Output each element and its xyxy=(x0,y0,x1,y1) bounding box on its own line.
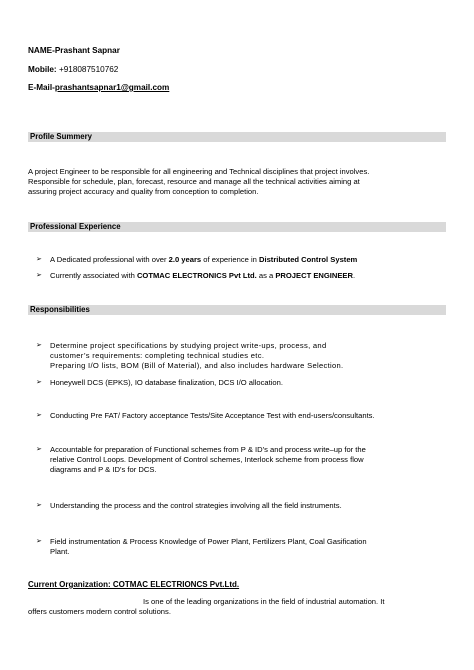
mobile-label: Mobile: xyxy=(28,65,57,74)
resp-line: relative Control Loops. Development of Control schemes, Interlock scheme from process flow xyxy=(50,455,364,464)
arrow-bullet-icon: ➢ xyxy=(36,446,42,453)
exp-text: as a xyxy=(256,271,276,280)
resp-line: Plant. xyxy=(50,547,70,556)
mobile-value: +918087510762 xyxy=(58,65,119,74)
arrow-bullet-icon: ➢ xyxy=(36,379,42,386)
arrow-bullet-icon: ➢ xyxy=(36,412,42,419)
responsibilities-heading: Responsibilities xyxy=(28,305,446,315)
profile-line: Responsible for schedule, plan, forecast, resource and manage all the technical activities aiming at xyxy=(28,177,360,186)
exp-domain: Distributed Control System xyxy=(258,255,358,264)
resp-line: diagrams and P & ID’s for DCS. xyxy=(50,465,157,474)
arrow-bullet-icon: ➢ xyxy=(36,272,42,279)
org-line: offers customers modern control solutions. xyxy=(28,607,171,616)
resp-line: customer’s requirements: completing technical studies etc. xyxy=(50,351,265,360)
arrow-bullet-icon: ➢ xyxy=(36,342,42,349)
exp-text: A Dedicated professional with over xyxy=(50,255,169,264)
resp-line: Determine project specifications by studying project write-ups, process, and xyxy=(50,341,327,350)
profile-text xyxy=(28,167,448,197)
resp-line: Field instrumentation & Process Knowledge of Power Plant, Fertilizers Plant, Coal Gasification xyxy=(50,537,367,546)
resp-line: Preparing I/O lists, BOM (Bill of Material), and also includes hardware Selection. xyxy=(50,361,344,370)
name-line xyxy=(28,46,120,56)
name-label: NAME- xyxy=(28,46,55,55)
arrow-bullet-icon: ➢ xyxy=(36,502,42,509)
resp-line: Honeywell DCS (EPKS), IO database finalization, DCS I/O allocation. xyxy=(50,378,283,387)
email-label: E-Mail- xyxy=(28,83,55,92)
org-line: Is one of the leading organizations in the field of industrial automation. It xyxy=(143,597,385,606)
profile-heading: Profile Summery xyxy=(28,132,446,142)
exp-text: of experience in xyxy=(201,255,259,264)
exp-years: 2.0 years xyxy=(168,255,202,264)
exp-company: COTMAC ELECTRONICS Pvt Ltd. xyxy=(136,271,257,280)
exp-role: PROJECT ENGINEER xyxy=(275,271,353,280)
current-org-heading: Current Organization: COTMAC ELECTRIONCS Pvt.Ltd. xyxy=(28,580,240,589)
arrow-bullet-icon: ➢ xyxy=(36,538,42,545)
name-value: Prashant Sapnar xyxy=(54,46,120,55)
exp-text: . xyxy=(352,271,356,280)
arrow-bullet-icon: ➢ xyxy=(36,256,42,263)
profile-line: A project Engineer to be responsible for all engineering and Technical disciplines that project involves. xyxy=(28,167,370,176)
experience-heading: Professional Experience xyxy=(28,222,446,232)
email-link[interactable]: prashantsapnar1@gmail.com xyxy=(54,83,170,92)
resp-line: Understanding the process and the control strategies involving all the field instruments. xyxy=(50,501,342,510)
profile-line: assuring project accuracy and quality from conception to completion. xyxy=(28,187,259,196)
mobile-line xyxy=(28,65,118,75)
current-org-text xyxy=(28,597,448,617)
resp-line: Conducting Pre FAT/ Factory acceptance Tests/Site Acceptance Test with end-users/consultants. xyxy=(50,411,375,420)
exp-text: Currently associated with xyxy=(50,271,137,280)
email-line xyxy=(28,83,169,93)
resp-line: Accountable for preparation of Functional schemes from P & ID’s and process write–up for the xyxy=(50,445,366,454)
